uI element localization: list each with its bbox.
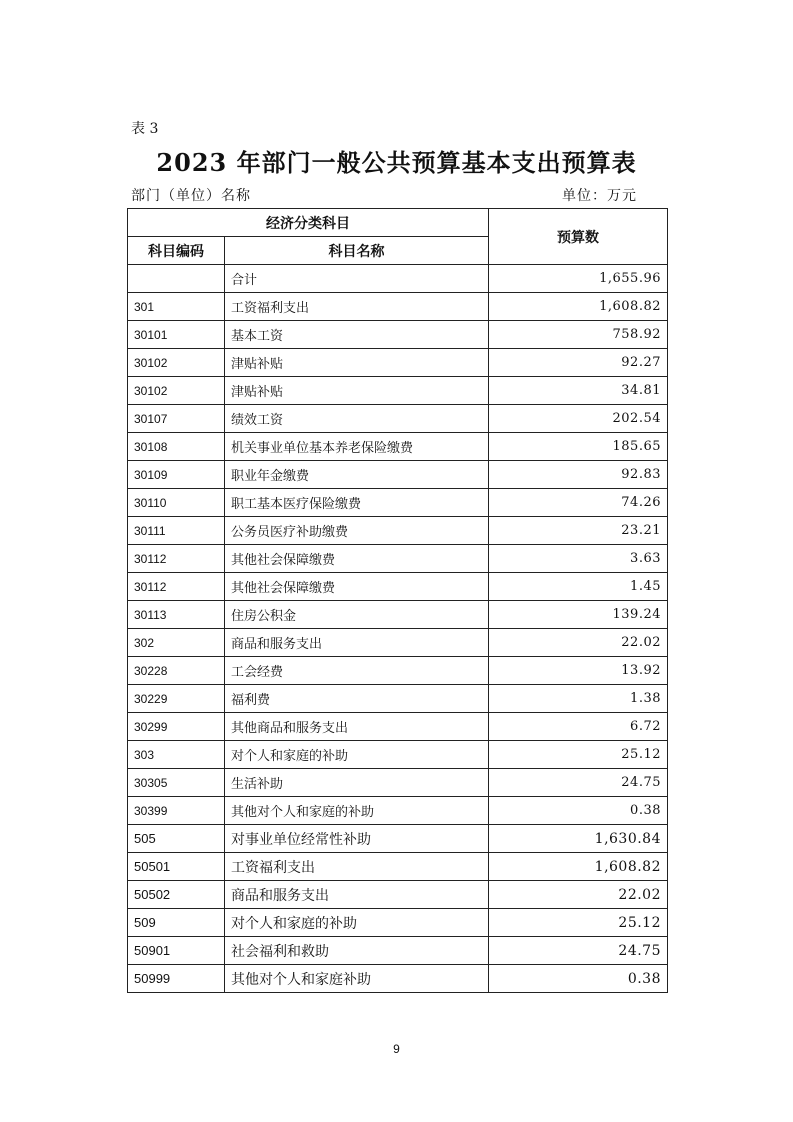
subject-code-cell: 30109 xyxy=(128,461,225,489)
subject-code-cell: 30228 xyxy=(128,657,225,685)
subject-code-cell: 30113 xyxy=(128,601,225,629)
header-budget-amount: 预算数 xyxy=(489,209,668,265)
table-body xyxy=(128,265,668,993)
budget-amount-cell: 24.75 xyxy=(489,937,668,965)
table-row xyxy=(128,461,668,489)
budget-amount-cell: 758.92 xyxy=(489,321,668,349)
page-number: 9 xyxy=(393,1042,400,1056)
budget-amount-cell: 1,608.82 xyxy=(489,293,668,321)
table-row xyxy=(128,601,668,629)
table-row xyxy=(128,825,668,853)
budget-amount-cell: 1,655.96 xyxy=(489,265,668,293)
table-row xyxy=(128,265,668,293)
subject-name-cell: 绩效工资 xyxy=(225,405,489,433)
subject-name-cell: 对个人和家庭的补助 xyxy=(225,909,489,937)
budget-amount-cell: 3.63 xyxy=(489,545,668,573)
budget-amount-cell: 92.27 xyxy=(489,349,668,377)
department-label: 部门（单位）名称 xyxy=(131,188,251,204)
subject-name-cell: 福利费 xyxy=(225,685,489,713)
table-row xyxy=(128,937,668,965)
table-row xyxy=(128,909,668,937)
subject-name-cell: 其他社会保障缴费 xyxy=(225,573,489,601)
subject-name-cell: 其他社会保障缴费 xyxy=(225,545,489,573)
subject-name-cell: 其他对个人和家庭补助 xyxy=(225,965,489,993)
subject-code-cell: 30101 xyxy=(128,321,225,349)
table-row xyxy=(128,853,668,881)
subject-code-cell: 50999 xyxy=(128,965,225,993)
table-row xyxy=(128,489,668,517)
budget-amount-cell: 139.24 xyxy=(489,601,668,629)
subject-name-cell: 其他对个人和家庭的补助 xyxy=(225,797,489,825)
budget-amount-cell: 0.38 xyxy=(489,965,668,993)
subject-code-cell: 505 xyxy=(128,825,225,853)
table-row xyxy=(128,433,668,461)
table-row xyxy=(128,769,668,797)
subject-name-cell: 社会福利和救助 xyxy=(225,937,489,965)
table-row xyxy=(128,657,668,685)
table-row xyxy=(128,377,668,405)
budget-amount-cell: 0.38 xyxy=(489,797,668,825)
table-row xyxy=(128,713,668,741)
subject-code-cell xyxy=(128,265,225,293)
subject-code-cell: 302 xyxy=(128,629,225,657)
subject-code-cell: 30111 xyxy=(128,517,225,545)
table-row xyxy=(128,293,668,321)
budget-amount-cell: 202.54 xyxy=(489,405,668,433)
budget-amount-cell: 1,608.82 xyxy=(489,853,668,881)
subject-code-cell: 30102 xyxy=(128,349,225,377)
budget-amount-cell: 25.12 xyxy=(489,741,668,769)
subject-name-cell: 职业年金缴费 xyxy=(225,461,489,489)
budget-amount-cell: 22.02 xyxy=(489,629,668,657)
subject-name-cell: 合计 xyxy=(225,265,489,293)
subject-name-cell: 生活补助 xyxy=(225,769,489,797)
subject-code-cell: 50502 xyxy=(128,881,225,909)
subject-name-cell: 基本工资 xyxy=(225,321,489,349)
subject-code-cell: 30108 xyxy=(128,433,225,461)
header-subject-name: 科目名称 xyxy=(225,237,489,265)
subject-name-cell: 工资福利支出 xyxy=(225,853,489,881)
table-row xyxy=(128,545,668,573)
subject-code-cell: 30112 xyxy=(128,545,225,573)
table-row xyxy=(128,629,668,657)
subject-name-cell: 津贴补贴 xyxy=(225,377,489,405)
table-row xyxy=(128,797,668,825)
table-row xyxy=(128,349,668,377)
budget-table xyxy=(127,208,668,993)
budget-amount-cell: 185.65 xyxy=(489,433,668,461)
header-economic-category: 经济分类科目 xyxy=(128,209,489,237)
subject-name-cell: 住房公积金 xyxy=(225,601,489,629)
table-row xyxy=(128,965,668,993)
table-row xyxy=(128,405,668,433)
table-row xyxy=(128,321,668,349)
header-subject-code: 科目编码 xyxy=(128,237,225,265)
subject-code-cell: 30299 xyxy=(128,713,225,741)
budget-amount-cell: 23.21 xyxy=(489,517,668,545)
subject-code-cell: 30399 xyxy=(128,797,225,825)
budget-amount-cell: 34.81 xyxy=(489,377,668,405)
subject-name-cell: 对个人和家庭的补助 xyxy=(225,741,489,769)
subject-name-cell: 对事业单位经常性补助 xyxy=(225,825,489,853)
subject-name-cell: 其他商品和服务支出 xyxy=(225,713,489,741)
subject-code-cell: 30102 xyxy=(128,377,225,405)
budget-amount-cell: 24.75 xyxy=(489,769,668,797)
budget-amount-cell: 92.83 xyxy=(489,461,668,489)
budget-amount-cell: 22.02 xyxy=(489,881,668,909)
table-row xyxy=(128,685,668,713)
table-row xyxy=(128,517,668,545)
budget-amount-cell: 6.72 xyxy=(489,713,668,741)
subject-code-cell: 30110 xyxy=(128,489,225,517)
subject-name-cell: 公务员医疗补助缴费 xyxy=(225,517,489,545)
table-row xyxy=(128,741,668,769)
subject-code-cell: 30107 xyxy=(128,405,225,433)
subject-code-cell: 509 xyxy=(128,909,225,937)
budget-amount-cell: 25.12 xyxy=(489,909,668,937)
subject-name-cell: 工资福利支出 xyxy=(225,293,489,321)
subject-name-cell: 商品和服务支出 xyxy=(225,881,489,909)
page-title: 2023 年部门一般公共预算基本支出预算表 xyxy=(156,148,637,177)
subject-code-cell: 50901 xyxy=(128,937,225,965)
subject-code-cell: 50501 xyxy=(128,853,225,881)
subject-code-cell: 30112 xyxy=(128,573,225,601)
unit-label: 单位：万元 xyxy=(562,188,637,204)
table-label: 表 3 xyxy=(131,121,159,137)
budget-amount-cell: 1.38 xyxy=(489,685,668,713)
subject-code-cell: 301 xyxy=(128,293,225,321)
subject-name-cell: 津贴补贴 xyxy=(225,349,489,377)
budget-amount-cell: 1.45 xyxy=(489,573,668,601)
table-row xyxy=(128,573,668,601)
budget-amount-cell: 74.26 xyxy=(489,489,668,517)
subject-name-cell: 职工基本医疗保险缴费 xyxy=(225,489,489,517)
subject-name-cell: 工会经费 xyxy=(225,657,489,685)
subject-name-cell: 商品和服务支出 xyxy=(225,629,489,657)
subject-code-cell: 30305 xyxy=(128,769,225,797)
subject-code-cell: 303 xyxy=(128,741,225,769)
subject-name-cell: 机关事业单位基本养老保险缴费 xyxy=(225,433,489,461)
table-row xyxy=(128,881,668,909)
budget-amount-cell: 1,630.84 xyxy=(489,825,668,853)
subject-code-cell: 30229 xyxy=(128,685,225,713)
budget-amount-cell: 13.92 xyxy=(489,657,668,685)
